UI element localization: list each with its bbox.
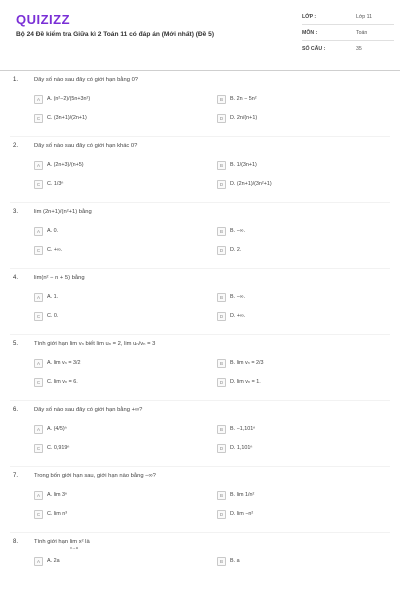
answer-option-c[interactable] — [34, 508, 67, 520]
option-text: A. lim 3ⁿ — [47, 492, 67, 498]
answer-option-d[interactable] — [217, 178, 272, 190]
option-text: B. −1,101ⁿ — [230, 426, 256, 432]
option-key-box: B — [217, 491, 226, 500]
question-text: Trong bốn giới hạn sau, giới hạn nào bằng −∞? — [34, 473, 156, 479]
question-item — [0, 401, 400, 467]
option-text: C. lim n³ — [47, 511, 68, 517]
option-text: C. 0. — [47, 313, 59, 319]
answer-option-c[interactable] — [34, 244, 62, 256]
question-item — [0, 71, 400, 137]
question-number: 5. — [13, 341, 19, 347]
option-text: B. −∞. — [230, 294, 246, 300]
option-key-box: A — [34, 95, 43, 104]
answer-option-b[interactable] — [217, 159, 257, 171]
option-key-box: C — [34, 246, 43, 255]
option-key-box: D — [217, 510, 226, 519]
worksheet-meta — [302, 9, 394, 56]
option-key-box: A — [34, 557, 43, 566]
answer-option-a[interactable] — [34, 357, 80, 369]
option-key-box: D — [217, 444, 226, 453]
option-key-box: A — [34, 293, 43, 302]
meta-label: MÔN : — [302, 29, 318, 36]
question-number: 7. — [13, 473, 19, 479]
meta-row-subject — [302, 25, 394, 41]
option-key-box: C — [34, 180, 43, 189]
answer-option-b[interactable] — [217, 225, 245, 237]
option-key-box: A — [34, 425, 43, 434]
option-text: D. +∞. — [230, 313, 246, 319]
option-text: A. (n²−2)/(5n+3n²) — [47, 96, 91, 102]
answer-option-a[interactable] — [34, 291, 58, 303]
worksheet-title: Bộ 24 Đề kiểm tra Giữa kì 2 Toán 11 có đáp án (Mới nhất) (Đề 5) — [16, 31, 215, 38]
option-key-box: D — [217, 180, 226, 189]
question-number: 6. — [13, 407, 19, 413]
answer-option-d[interactable] — [217, 376, 261, 388]
limit-subscript: x→a — [70, 546, 78, 550]
answer-option-b[interactable] — [217, 93, 257, 105]
option-text: A. 0. — [47, 228, 59, 234]
question-list — [0, 71, 400, 599]
question-text: Tính giới hạn lim vₙ biết lim uₙ = 2, lim uₙ/vₙ = 3 — [34, 341, 156, 347]
answer-option-a[interactable] — [34, 225, 58, 237]
question-text: Dãy số nào sau đây có giới hạn khác 0? — [34, 143, 138, 149]
option-key-box: C — [34, 510, 43, 519]
option-key-box: A — [34, 359, 43, 368]
option-key-box: D — [217, 114, 226, 123]
answer-option-d[interactable] — [217, 442, 252, 454]
question-text: Dãy số nào sau đây có giới hạn bằng +∞? — [34, 407, 143, 413]
option-text: A. (2n+3)/(n+5) — [47, 162, 84, 168]
option-key-box: B — [217, 161, 226, 170]
question-text: lim (2n+1)/(n²+1) bằng — [34, 209, 92, 215]
option-text: B. −∞. — [230, 228, 246, 234]
answer-option-b[interactable] — [217, 555, 240, 567]
question-item — [0, 335, 400, 401]
meta-value: 35 — [356, 45, 362, 52]
option-key-box: D — [217, 312, 226, 321]
option-text: D. 2n/(n+1) — [230, 115, 258, 121]
question-number: 8. — [13, 539, 19, 545]
answer-option-b[interactable] — [217, 357, 263, 369]
option-text: A. 1. — [47, 294, 59, 300]
option-text: C. (3n+1)/(2n+1) — [47, 115, 87, 121]
question-text: Tính giới hạn lim x² là — [34, 539, 90, 545]
question-number: 2. — [13, 143, 19, 149]
option-text: A. (4/5)ⁿ — [47, 426, 67, 432]
answer-option-a[interactable] — [34, 159, 84, 171]
option-text: D. lim −n² — [230, 511, 254, 517]
question-item — [0, 137, 400, 203]
answer-option-c[interactable] — [34, 178, 63, 190]
answer-option-a[interactable] — [34, 93, 90, 105]
worksheet-header — [0, 0, 400, 71]
option-text: C. 0,919ⁿ — [47, 445, 70, 451]
option-key-box: B — [217, 425, 226, 434]
answer-option-c[interactable] — [34, 112, 87, 124]
answer-option-b[interactable] — [217, 291, 245, 303]
answer-option-d[interactable] — [217, 112, 257, 124]
question-number: 1. — [13, 77, 19, 83]
answer-option-d[interactable] — [217, 310, 245, 322]
option-key-box: A — [34, 491, 43, 500]
question-item — [0, 467, 400, 533]
answer-option-a[interactable] — [34, 423, 67, 435]
meta-row-count — [302, 41, 394, 56]
option-text: B. lim vₙ = 2/3 — [230, 360, 264, 366]
meta-row-class — [302, 9, 394, 25]
option-text: B. lim 1/n² — [230, 492, 255, 498]
option-text: B. 2n − 5n² — [230, 96, 257, 102]
answer-option-c[interactable] — [34, 376, 78, 388]
answer-option-c[interactable] — [34, 310, 58, 322]
option-text: B. 1/(3n+1) — [230, 162, 257, 168]
meta-label: LỚP : — [302, 13, 317, 20]
option-key-box: B — [217, 557, 226, 566]
question-item — [0, 203, 400, 269]
option-text: D. 1,101ⁿ — [230, 445, 253, 451]
option-key-box: C — [34, 312, 43, 321]
option-text: D. (2n+1)/(3n²+1) — [230, 181, 272, 187]
meta-value: Toán — [356, 29, 368, 36]
option-text: C. lim vₙ = 6. — [47, 379, 78, 385]
question-item — [0, 269, 400, 335]
question-item — [0, 533, 400, 599]
option-text: A. lim vₙ = 3/2 — [47, 360, 81, 366]
option-key-box: B — [217, 359, 226, 368]
meta-value: Lớp 11 — [356, 13, 372, 20]
question-number: 3. — [13, 209, 19, 215]
quizizz-logo: QUIZIZZ — [16, 12, 71, 27]
option-key-box: D — [217, 378, 226, 387]
answer-option-a[interactable] — [34, 489, 67, 501]
answer-option-a[interactable] — [34, 555, 60, 567]
option-key-box: D — [217, 246, 226, 255]
option-key-box: A — [34, 227, 43, 236]
option-key-box: C — [34, 114, 43, 123]
option-text: A. 2a — [47, 558, 60, 564]
option-key-box: C — [34, 444, 43, 453]
answer-option-c[interactable] — [34, 442, 69, 454]
question-text: Dãy số nào sau đây có giới hạn bằng 0? — [34, 77, 139, 83]
option-text: D. 2. — [230, 247, 242, 253]
option-text: C. 1/3ⁿ — [47, 181, 64, 187]
option-key-box: B — [217, 95, 226, 104]
meta-label: SỐ CÂU : — [302, 45, 326, 52]
option-key-box: B — [217, 227, 226, 236]
option-text: B. a — [230, 558, 240, 564]
question-text: lim(n² − n + 5) bằng — [34, 275, 85, 281]
answer-option-b[interactable] — [217, 489, 254, 501]
option-key-box: B — [217, 293, 226, 302]
answer-option-d[interactable] — [217, 508, 253, 520]
answer-option-d[interactable] — [217, 244, 241, 256]
option-text: D. lim vₙ = 1. — [230, 379, 261, 385]
answer-option-b[interactable] — [217, 423, 255, 435]
option-key-box: A — [34, 161, 43, 170]
option-key-box: C — [34, 378, 43, 387]
option-text: C. +∞. — [47, 247, 63, 253]
question-number: 4. — [13, 275, 19, 281]
